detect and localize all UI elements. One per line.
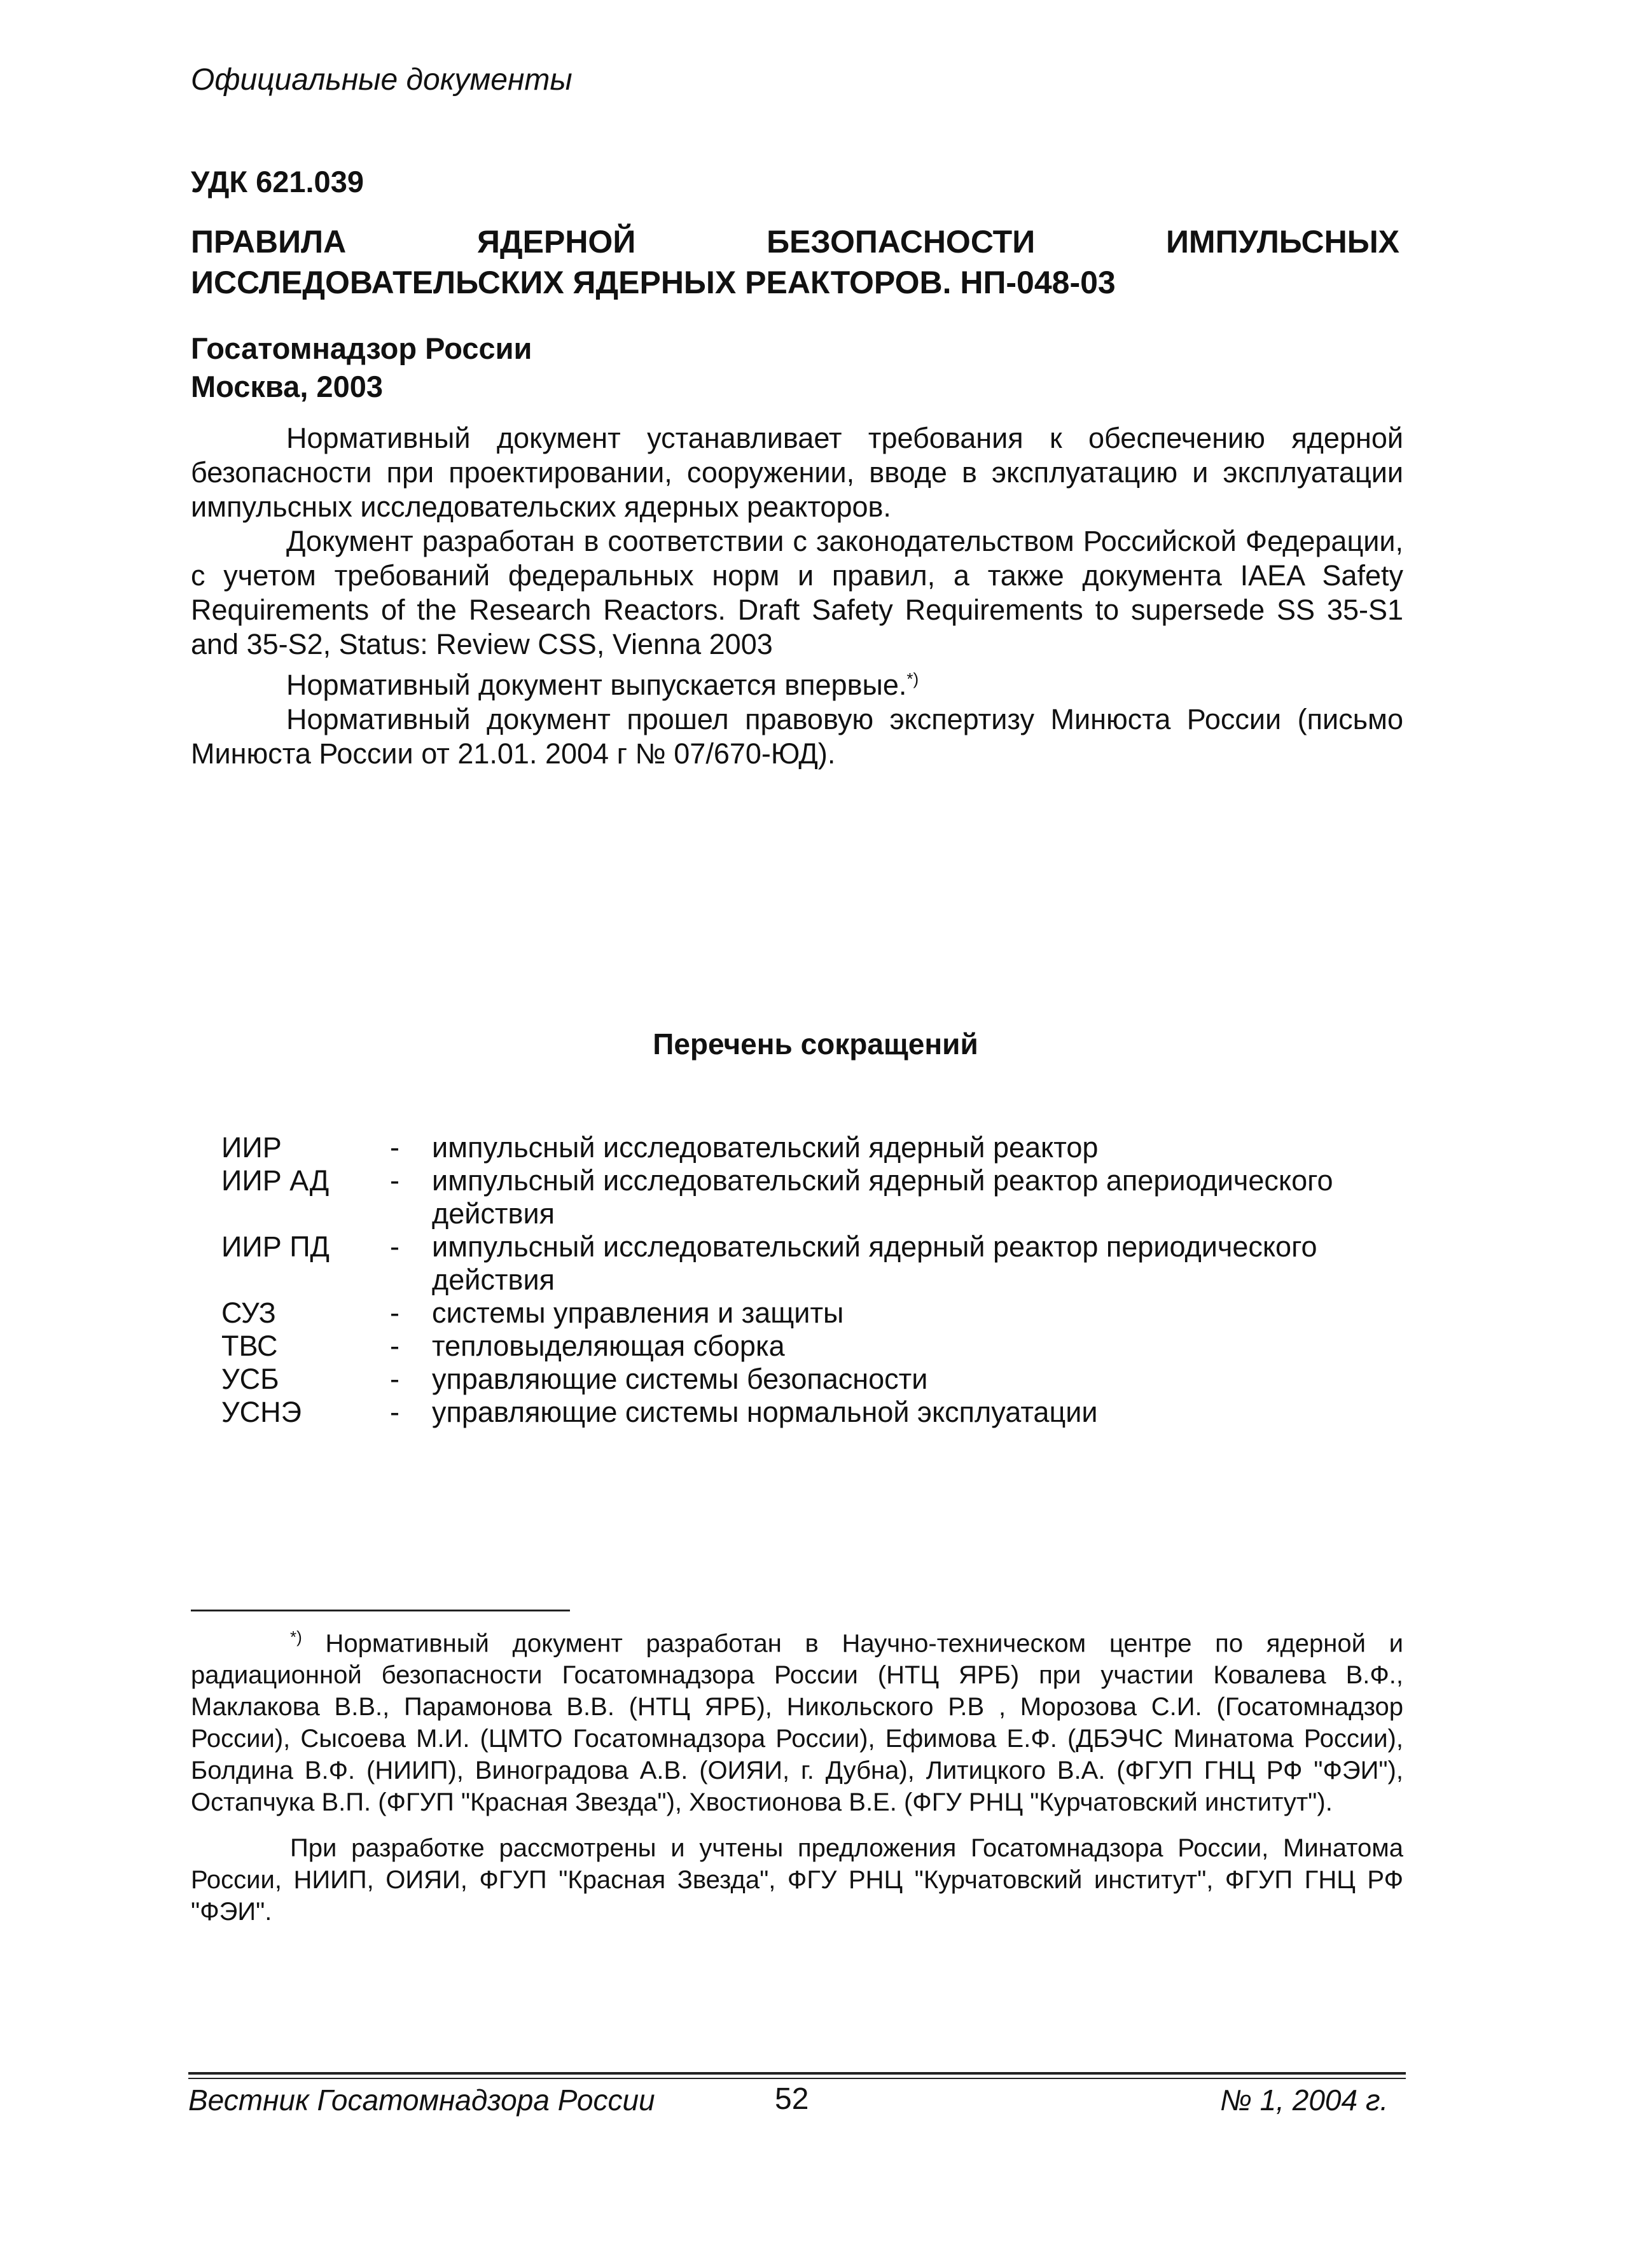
intro-paragraph [191,662,1403,702]
abbreviation-dash: - [390,1164,399,1197]
intro-paragraph: Нормативный документ устанавливает требования к обеспечению ядерной безопасности при проектировании, сооружении, вводе в эксплуатацию и эксплуатации импульсных исследовательских ядерных реакторов. [191,422,1403,523]
publication-place-year: Москва, 2003 [191,370,383,403]
abbreviation-definition: тепловыделяющая сборка [432,1330,785,1362]
abbreviation-dash: - [390,1396,399,1428]
abbreviation-term: ИИР [221,1131,282,1164]
running-header: Официальные документы [191,63,573,97]
intro-section [191,421,1403,771]
abbreviation-dash: - [390,1230,399,1263]
abbreviation-row [221,1230,1386,1297]
footer-issue: № 1, 2004 г. [1220,2084,1389,2117]
abbreviation-dash: - [390,1131,399,1164]
abbreviation-definition: импульсный исследовательский ядерный реактор [432,1131,1099,1164]
page-number: 52 [775,2082,809,2116]
abbreviation-row [221,1164,1386,1230]
abbreviation-row [221,1297,1386,1330]
abbreviation-row [221,1330,1386,1363]
udk-code: УДК 621.039 [191,165,364,198]
abbreviation-term: ИИР ПД [221,1230,330,1263]
footer-rule [188,2072,1406,2075]
abbreviation-dash: - [390,1363,399,1395]
abbreviation-term: УСНЭ [221,1396,302,1428]
publisher-name: Госатомнадзор России [191,331,532,365]
document-title: ПРАВИЛА ЯДЕРНОЙ БЕЗОПАСНОСТИ ИМПУЛЬСНЫХ ИССЛЕДОВАТЕЛЬСКИХ ЯДЕРНЫХ РЕАКТОРОВ. НП-048-03 [191,224,1399,300]
abbreviations-heading: Перечень сокращений [653,1027,978,1061]
intro-paragraph: Нормативный документ прошел правовую экспертизу Минюста России (письмо Минюста России от 21.01. 2004 г № 07/670-ЮД). [191,703,1403,770]
abbreviation-definition: управляющие системы нормальной эксплуатации [432,1396,1098,1428]
intro-paragraph-text: Нормативный документ выпускается впервые. [286,669,907,701]
abbreviation-term: СУЗ [221,1297,276,1329]
abbreviation-definition: управляющие системы безопасности [432,1363,928,1395]
footnote-mark: *) [290,1627,302,1646]
footer-rule [188,2078,1406,2079]
abbreviation-term: ТВС [221,1330,278,1362]
abbreviation-row [221,1363,1386,1396]
abbreviation-dash: - [390,1297,399,1329]
abbreviation-term: УСБ [221,1363,279,1395]
footnote-separator [191,1610,570,1611]
footnote-section [191,1621,1403,1942]
abbreviation-dash: - [390,1330,399,1362]
abbreviation-row [221,1396,1386,1429]
abbreviations-list [221,1131,1386,1429]
abbreviation-definition: импульсный исследовательский ядерный реактор апериодического действия [432,1164,1333,1230]
publisher-block [191,330,532,406]
abbreviation-definition: системы управления и защиты [432,1297,844,1329]
footer-journal-name: Вестник Госатомнадзора России [188,2084,655,2117]
intro-paragraph: Документ разработан в соответствии с законодательством Российской Федерации, с учетом требований федеральных норм и правил, а также документа IAEA Safety Requirements of the Research Reactors. Draft Safety Requirements to supersede SS 35-S1 and 35-S2, Status: Review CSS, Vienna 2003 [191,525,1403,660]
footnote-text: Нормативный документ разработан в Научно-техническом центре по ядерной и радиационной безопасности Госатомнадзора России (НТЦ ЯРБ) при участии Ковалева В.Ф., Маклакова В.В., Парамонова В.В. (НТЦ ЯРБ), Никольского Р.В , Морозова С.И. (Госатомнадзор России), Сысоева М.И. (ЦМТО Госатомнадзора России), Ефимова Е.Ф. (ДБЭЧС Минатома России), Болдина В.Ф. (НИИП), Виноградова А.В. (ОИЯИ, г. Дубна), Литицкого В.А. (ФГУП ГНЦ РФ "ФЭИ"), Остапчука В.П. (ФГУП "Красная Звезда"), Хвостионова В.Е. (ФГУ РНЦ "Курчатовский институт"). [191,1629,1404,1817]
abbreviation-term: ИИР АД [221,1164,330,1197]
footnote-reference: *) [906,669,919,688]
footnote-paragraph [191,1621,1403,1818]
footnote-paragraph: При разработке рассмотрены и учтены предложения Госатомнадзора России, Минатома России, НИИП, ОИЯИ, ФГУП "Красная Звезда", ФГУ РНЦ "Курчатовский институт", ФГУП ГНЦ РФ "ФЭИ". [191,1834,1403,1926]
abbreviation-row [221,1131,1386,1164]
abbreviation-definition: импульсный исследовательский ядерный реактор периодического действия [432,1230,1317,1296]
